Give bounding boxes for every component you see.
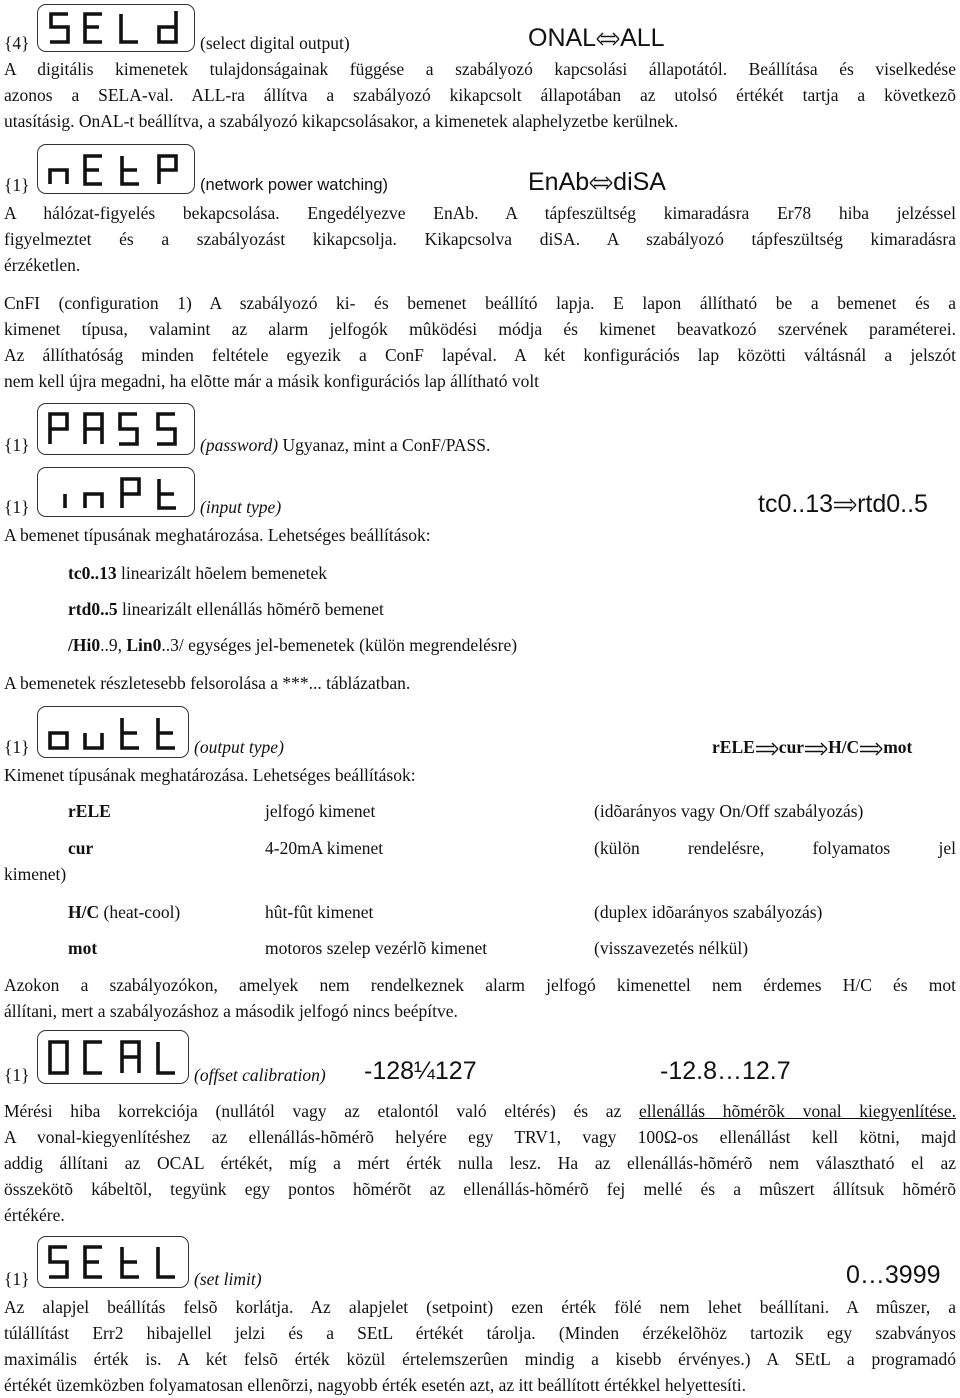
inpt-name: (input type) [200,497,282,517]
right-double-arrow-icon [804,742,828,756]
outt-para-1: Kimenet típusának meghatározása. Lehetséges beállítások: [4,765,416,785]
outt-row-4-code [68,935,97,961]
option-sep: ..9, [100,635,127,655]
seven-segment-setl-icon [38,1237,188,1287]
seven-segment-outt-icon [38,707,188,757]
seld-name: (select digital output) [200,33,350,53]
inpt-option-2 [68,596,384,622]
outt-row-2-code [68,835,93,861]
cnfi-para-1: CnFI (configuration 1) A szabályozó ki- és bemenet beállító lapja. E lapon állítható be a bemenet és a [4,293,956,313]
inpt-display-box [37,467,195,517]
seven-segment-seld-icon [38,5,194,51]
outt-row-1-code [68,798,111,824]
option-code: tc0..13 [68,563,117,583]
seven-segment-inpt-icon [38,468,194,516]
outt-row-2-desc: 4-20mA kimenet [265,838,384,858]
cnfi-para-2: kimenet típusa, valamint az alarm jelfogók mûködési módja és kimenet beavatkozó szervének paraméterei. [4,319,956,339]
seld-para-3: utasításig. OnAL-t beállítva, a szabályozó kikapcsolásakor, a kimenetek alaphelyzetbe kerülnek. [4,111,679,131]
option-code: /Hi0 [68,635,101,655]
inpt-range [758,490,928,519]
right-double-arrow-icon [859,742,883,756]
netp-name: (network power watching) [200,176,388,194]
outt-para-2: Azokon a szabályozókon, amelyek nem rendelkeznek alarm jelfogó kimenettel nem érdemes H/C és mot [4,975,956,995]
outt-row-1-desc: jelfogó kimenet [265,801,376,821]
outt-para-3: állítani, mert a szabályozáshoz a második jelfogó nincs beépítve. [4,1001,458,1021]
inpt-para-1: A bemenet típusának meghatározása. Lehetséges beállítások: [4,525,431,545]
seld-range [528,24,665,53]
pass-name: (password) [200,435,279,455]
inpt-option-1 [68,560,327,586]
setl-para-4: értékét üzemközben folyamatosan ellenõrzi, nagyobb érték esetén azt, az itt beállított értékkel helyettesíti. [4,1375,746,1395]
row-code: H/C [68,902,100,922]
setl-para-3: maximális érték is. A két felsõ érték közül értelemszerûen mindig a kisebb érvényes.) A SEtL a programadó [4,1349,956,1369]
ocal-para-1-underlined: ellenállás hõmérõk vonal kiegyenlítése. [639,1101,957,1121]
netp-range [528,168,666,197]
param-ocal-tag: {1} [4,1065,30,1085]
ocal-range: -128¼127 [364,1057,477,1085]
option-text: linearizált ellenállás hõmérõ bemenet [121,599,384,619]
netp-para-1: A hálózat-figyelés bekapcsolása. Engedélyezve EnAb. A tápfeszültség kimaradásra Er78 hiba jelzéssel [4,203,956,223]
setl-para-1: Az alapjel beállítás felsõ korlátja. Az alapjelet (setpoint) ezen érték fölé nem lehet beállítani. A mûszer, a [4,1297,956,1317]
seld-para-2: azonos a SELA-val. ALL-ra állítva a szabályozó kikapcsolt állapotában az utolsó értékét tartja a következõ [4,85,956,105]
outt-row-3-desc: hût-fût kimenet [265,902,374,922]
row-code: mot [68,938,98,958]
seld-display-box [37,4,195,52]
inpt-option-3 [68,632,517,658]
double-arrow-icon [589,176,613,190]
ocal-para-1 [4,1098,956,1124]
ocal-display-box [37,1030,189,1084]
option-code: Lin0 [126,635,162,655]
range-to: diSA [613,168,666,196]
range-b: cur [778,737,805,757]
ocal-para-3: addig állítani az OCAL értékét, míg a mért érték nulla lesz. Ha az ellenállás-hõmérõ nem választható el az [4,1153,956,1173]
netp-para-3: érzéketlen. [4,255,81,275]
ocal-para-5: értékére. [4,1205,65,1225]
double-arrow-icon [596,32,620,46]
outt-row-2-note: (külön rendelésre, folyamatos jel [594,838,956,858]
range-c: H/C [828,737,860,757]
outt-row-3-note: (duplex idõarányos szabályozás) [594,902,823,922]
param-setl-tag: {1} [4,1269,30,1289]
param-pass-tag: {1} [4,435,30,455]
seven-segment-pass-icon [38,404,194,454]
ocal-para-4: összekötõ kábeltõl, tegyünk egy pontos hõmérõt az ellenállás-hõmérõ fej mellé és a mûszert állítsuk hõmérõ [4,1179,956,1199]
ocal-para-1-text: Mérési hiba korrekciója (nullától vagy az etalontól való eltérés) és az [4,1101,640,1121]
pass-desc [200,432,490,458]
row-code: rELE [68,801,111,821]
row-extra: (heat-cool) [99,902,181,922]
setl-display-box [37,1236,189,1288]
row-code: cur [68,838,94,858]
ocal-range-decimal: -12.8…12.7 [660,1057,791,1085]
seld-para-1: A digitális kimenetek tulajdonságainak függése a szabályozó kapcsolási állapotától. Beállítása és viselkedése [4,59,956,79]
ocal-name: (offset calibration) [194,1065,326,1085]
range-a: rELE [712,737,755,757]
inpt-para-2: A bemenetek részletesebb felsorolása a ***... táblázatban. [4,673,411,693]
range-from: tc0..13 [758,490,834,518]
seven-segment-netp-icon [38,145,194,193]
range-d: mot [883,737,913,757]
outt-range [712,734,912,760]
range-from: ONAL [528,24,597,52]
outt-row-2-wrap: kimenet) [4,864,67,884]
setl-para-2: túlállítást Err2 hibajellel jelzi és a SEtL értékét tárolja. (Minden érzékelõhöz tartozik egy szabványos [4,1323,956,1343]
right-double-arrow-icon [755,742,779,756]
pass-display-box [37,403,195,455]
ocal-para-2: A vonal-kiegyenlítéshez az ellenállás-hõmérõ helyére egy TRV1, vagy 100Ω-os ellenállást kell kötni, majd [4,1127,956,1147]
param-seld-tag: {4} [4,33,30,53]
pass-text: Ugyanaz, mint a ConF/PASS. [282,435,491,455]
option-text: linearizált hõelem bemenetek [120,563,327,583]
range-to: ALL [620,24,665,52]
outt-name: (output type) [194,737,284,757]
cnfi-para-3: Az állíthatóság minden feltétele egyezik a ConF lapéval. A két konfigurációs lap közötti váltásnál a jelszót [4,345,956,365]
seven-segment-ocal-icon [38,1031,188,1083]
netp-para-2: figyelmeztet és a szabályozást kikapcsolja. Kikapcsolva diSA. A szabályozó tápfeszültség kimaradásra [4,229,956,249]
range-from: EnAb [528,168,590,196]
setl-name: (set limit) [194,1269,262,1289]
netp-display-box [37,144,195,194]
setl-range: 0…3999 [846,1261,941,1289]
outt-row-3-code [68,899,180,925]
outt-row-4-desc: motoros szelep vezérlõ kimenet [265,938,488,958]
outt-row-1-note: (idõarányos vagy On/Off szabályozás) [594,801,864,821]
range-to: rtd0..5 [857,490,928,518]
option-code: rtd0..5 [68,599,118,619]
param-inpt-tag: {1} [4,497,30,517]
outt-row-4-note: (visszavezetés nélkül) [594,938,749,958]
outt-display-box [37,706,189,758]
right-double-arrow-icon [833,498,857,512]
param-netp-tag: {1} [4,175,30,195]
cnfi-para-4: nem kell újra megadni, ha elõtte már a másik konfigurációs lap állítható volt [4,371,540,391]
param-outt-tag: {1} [4,737,30,757]
option-text: ..3/ egységes jel-bemenetek (külön megrendelésre) [161,635,518,655]
